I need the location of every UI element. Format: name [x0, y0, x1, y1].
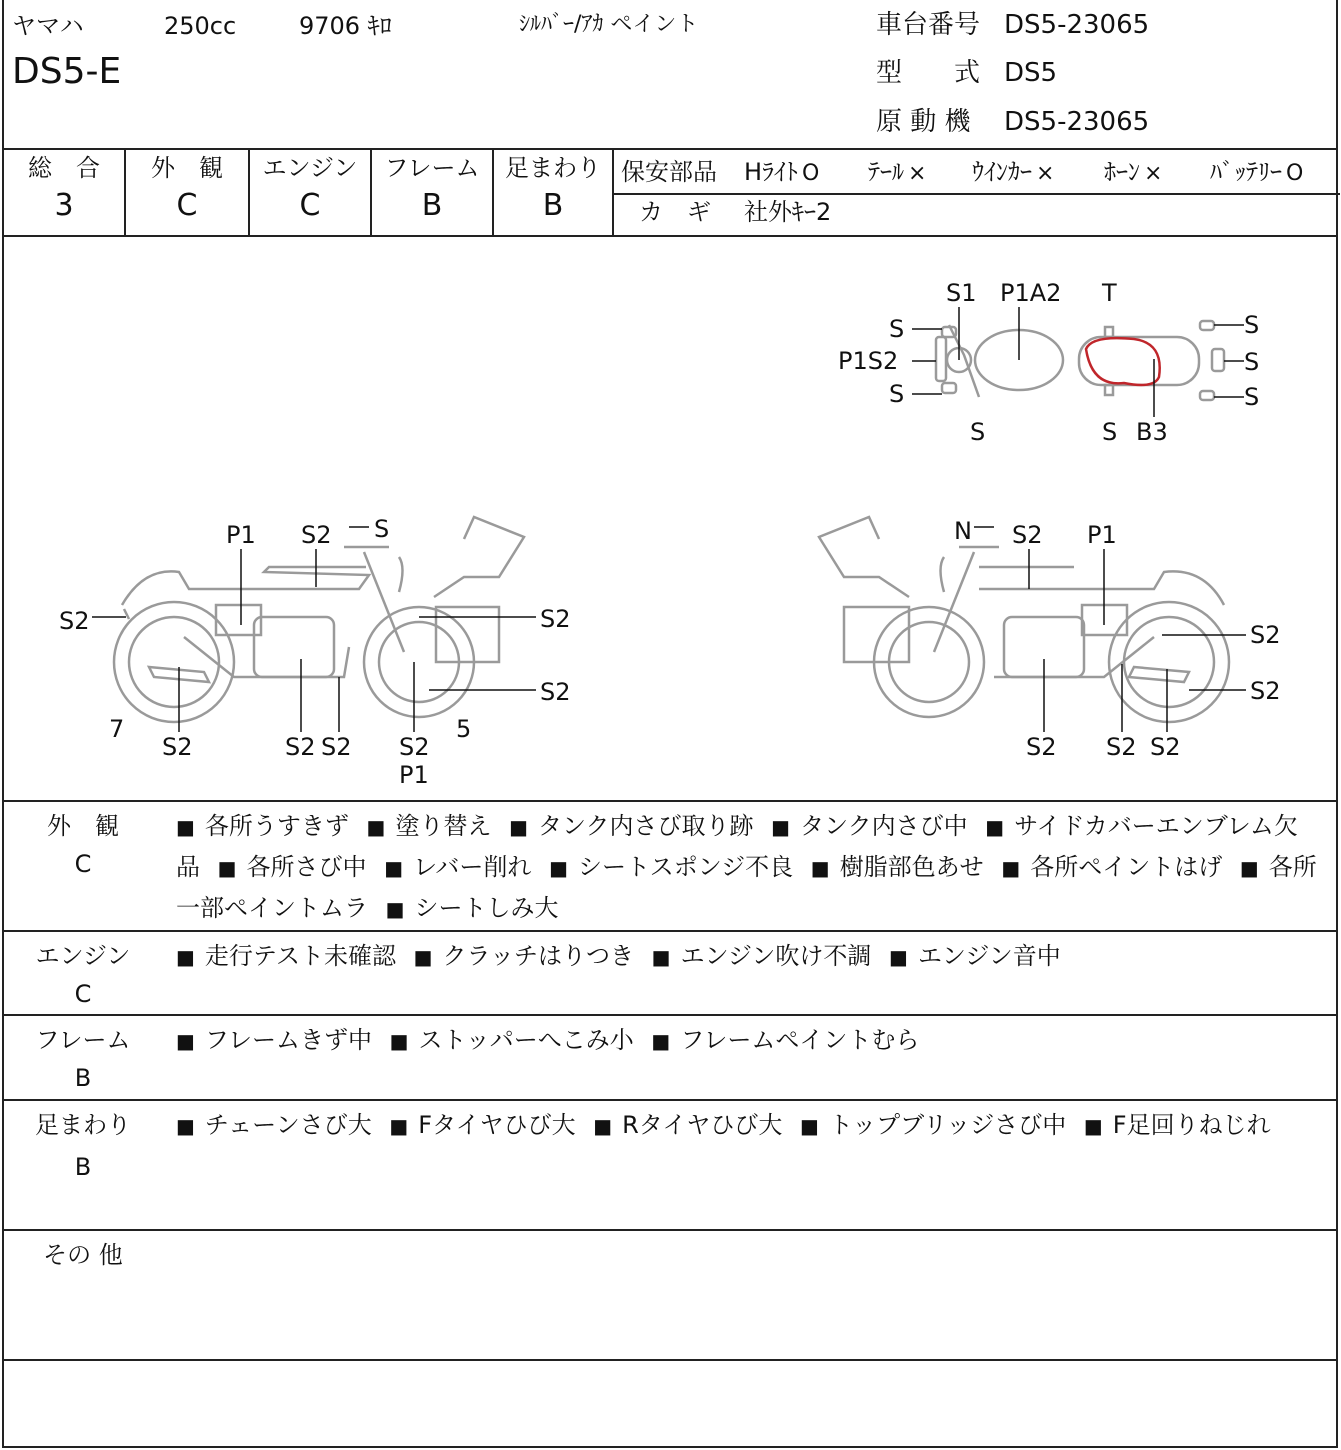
label: S2 — [162, 733, 193, 761]
label: 7 — [109, 715, 125, 743]
condition-item: ■ 各所さび中 — [218, 853, 367, 881]
top-view-labels — [838, 279, 1259, 446]
condition-items — [176, 806, 1326, 929]
condition-item: ■ 各所うすきず — [176, 812, 349, 840]
label: S — [1244, 348, 1260, 376]
safety-horn: ﾎｰﾝ × — [1104, 158, 1163, 186]
safety-headlight: Hﾗｲﾄ O — [744, 158, 820, 186]
label: S2 — [1106, 733, 1137, 761]
label: S2 — [540, 605, 571, 633]
label: T — [1102, 279, 1117, 307]
condition-item: ■ フレームきず中 — [176, 1026, 372, 1054]
color: ｼﾙﾊﾞｰ/ｱｶ ペイント — [519, 12, 699, 37]
divider — [4, 1359, 1336, 1361]
condition-frame — [4, 1018, 1336, 1098]
label: S2 — [540, 678, 571, 706]
condition-label: エンジン — [35, 942, 131, 970]
condition-item: ■ F足回りねじれ — [1084, 1111, 1271, 1139]
condition-item: ■ Rタイヤひび大 — [593, 1111, 782, 1139]
condition-item: ■ サイドカバーエンブレム欠品 — [176, 812, 1298, 881]
label: S — [889, 380, 905, 408]
frame-no: DS5-23065 — [1004, 10, 1150, 40]
condition-label: その 他 — [43, 1241, 123, 1269]
label: S — [970, 418, 986, 446]
divider — [612, 193, 1340, 195]
condition-grade: C — [74, 850, 92, 878]
left-side-leaders — [92, 527, 536, 732]
condition-item: ■ フレームペイントむら — [651, 1026, 919, 1054]
label: S — [1244, 311, 1260, 339]
condition-item: ■ シートスポンジ不良 — [549, 853, 793, 881]
label: S2 — [1012, 521, 1043, 549]
condition-item: ■ 塗り替え — [367, 812, 492, 840]
motorcycle-diagram — [4, 237, 1340, 800]
label: S1 — [946, 279, 977, 307]
divider — [4, 1229, 1336, 1231]
label: S2 — [301, 521, 332, 549]
top-view-drawing — [936, 321, 1224, 400]
condition-item: ■ 走行テスト未確認 — [176, 942, 396, 970]
inspection-sheet — [2, 0, 1338, 1448]
condition-other — [4, 1233, 1336, 1357]
label: S2 — [321, 733, 352, 761]
condition-items — [176, 1020, 1326, 1061]
grade-frame: フレーム B — [384, 154, 480, 223]
condition-item: ■ Fタイヤひび大 — [389, 1111, 575, 1139]
label: S2 — [1250, 621, 1281, 649]
divider — [4, 1099, 1336, 1101]
type-label: 型 式 — [876, 58, 981, 88]
grade-overall: 総 合 3 — [28, 154, 100, 223]
condition-item: ■ チェーンさび大 — [176, 1111, 372, 1139]
condition-items — [176, 936, 1326, 977]
divider — [4, 1014, 1336, 1016]
damage-mark — [1086, 338, 1160, 385]
label: S2 — [285, 733, 316, 761]
condition-exterior — [4, 804, 1336, 930]
label: P1 — [399, 761, 429, 789]
condition-item: ■ タンク内さび中 — [771, 812, 967, 840]
grade-engine: エンジン C — [262, 154, 358, 223]
label: N — [954, 517, 972, 545]
label: 5 — [456, 715, 472, 743]
condition-item: ■ 各所一部ペイントムラ — [176, 853, 1317, 922]
condition-item: ■ クラッチはりつき — [414, 942, 634, 970]
condition-grade: B — [74, 1064, 92, 1092]
model-name: DS5-E — [12, 51, 122, 92]
condition-grade: B — [74, 1153, 92, 1181]
grade-suspension: 足まわり B — [505, 154, 601, 223]
left-side-labels — [59, 515, 571, 789]
condition-item: ■ 樹脂部色あせ — [811, 853, 984, 881]
condition-item: ■ レバー削れ — [384, 853, 531, 881]
label: P1 — [226, 521, 256, 549]
label: B3 — [1136, 418, 1168, 446]
key-label: カ ギ — [639, 198, 711, 226]
label: S2 — [1026, 733, 1057, 761]
label: S2 — [1150, 733, 1181, 761]
condition-item: ■ ストッパーへこみ小 — [390, 1026, 634, 1054]
engine-no: DS5-23065 — [1004, 107, 1150, 137]
divider — [4, 800, 1336, 802]
type-value: DS5 — [1004, 58, 1058, 88]
condition-items — [176, 1105, 1326, 1146]
condition-engine — [4, 934, 1336, 1014]
condition-grade: C — [74, 980, 92, 1008]
condition-label: フレーム — [35, 1026, 131, 1054]
safety-tail: ﾃｰﾙ × — [868, 158, 927, 186]
label: S — [374, 515, 390, 543]
safety-battery: ﾊﾞｯﾃﾘｰ O — [1210, 158, 1304, 186]
safety-title: 保安部品 — [621, 158, 717, 186]
condition-item: ■ エンジン吹け不調 — [652, 942, 872, 970]
label: S — [1102, 418, 1118, 446]
engine-no-label: 原 動 機 — [876, 107, 971, 137]
label: S — [889, 315, 905, 343]
displacement: 250cc — [164, 12, 237, 40]
label: S2 — [399, 733, 430, 761]
condition-item: ■ タンク内さび取り跡 — [509, 812, 753, 840]
label: P1A2 — [1000, 279, 1062, 307]
frame-no-label: 車台番号 — [876, 10, 981, 40]
safety-winker: ｳｲﾝｶｰ × — [972, 158, 1055, 186]
label: P1S2 — [838, 347, 899, 375]
right-side-leaders — [974, 527, 1246, 732]
condition-item: ■ 各所ペイントはげ — [1001, 853, 1222, 881]
divider — [4, 930, 1336, 932]
maker: ヤマハ — [12, 12, 84, 40]
condition-label: 外 観 — [47, 812, 119, 840]
condition-item: ■ シートしみ大 — [386, 894, 559, 922]
label: S2 — [1250, 677, 1281, 705]
condition-item: ■ エンジン音中 — [889, 942, 1061, 970]
mileage: 9706 ｷﾛ — [299, 12, 392, 40]
condition-suspension — [4, 1103, 1336, 1227]
grade-exterior: 外 観 C — [151, 154, 223, 223]
label: P1 — [1087, 521, 1117, 549]
divider — [4, 148, 1336, 150]
condition-label: 足まわり — [35, 1111, 131, 1139]
condition-item: ■ トップブリッジさび中 — [800, 1111, 1066, 1139]
key-value: 社外ｷｰ2 — [744, 198, 832, 226]
label: S2 — [59, 607, 90, 635]
label: S — [1244, 383, 1260, 411]
